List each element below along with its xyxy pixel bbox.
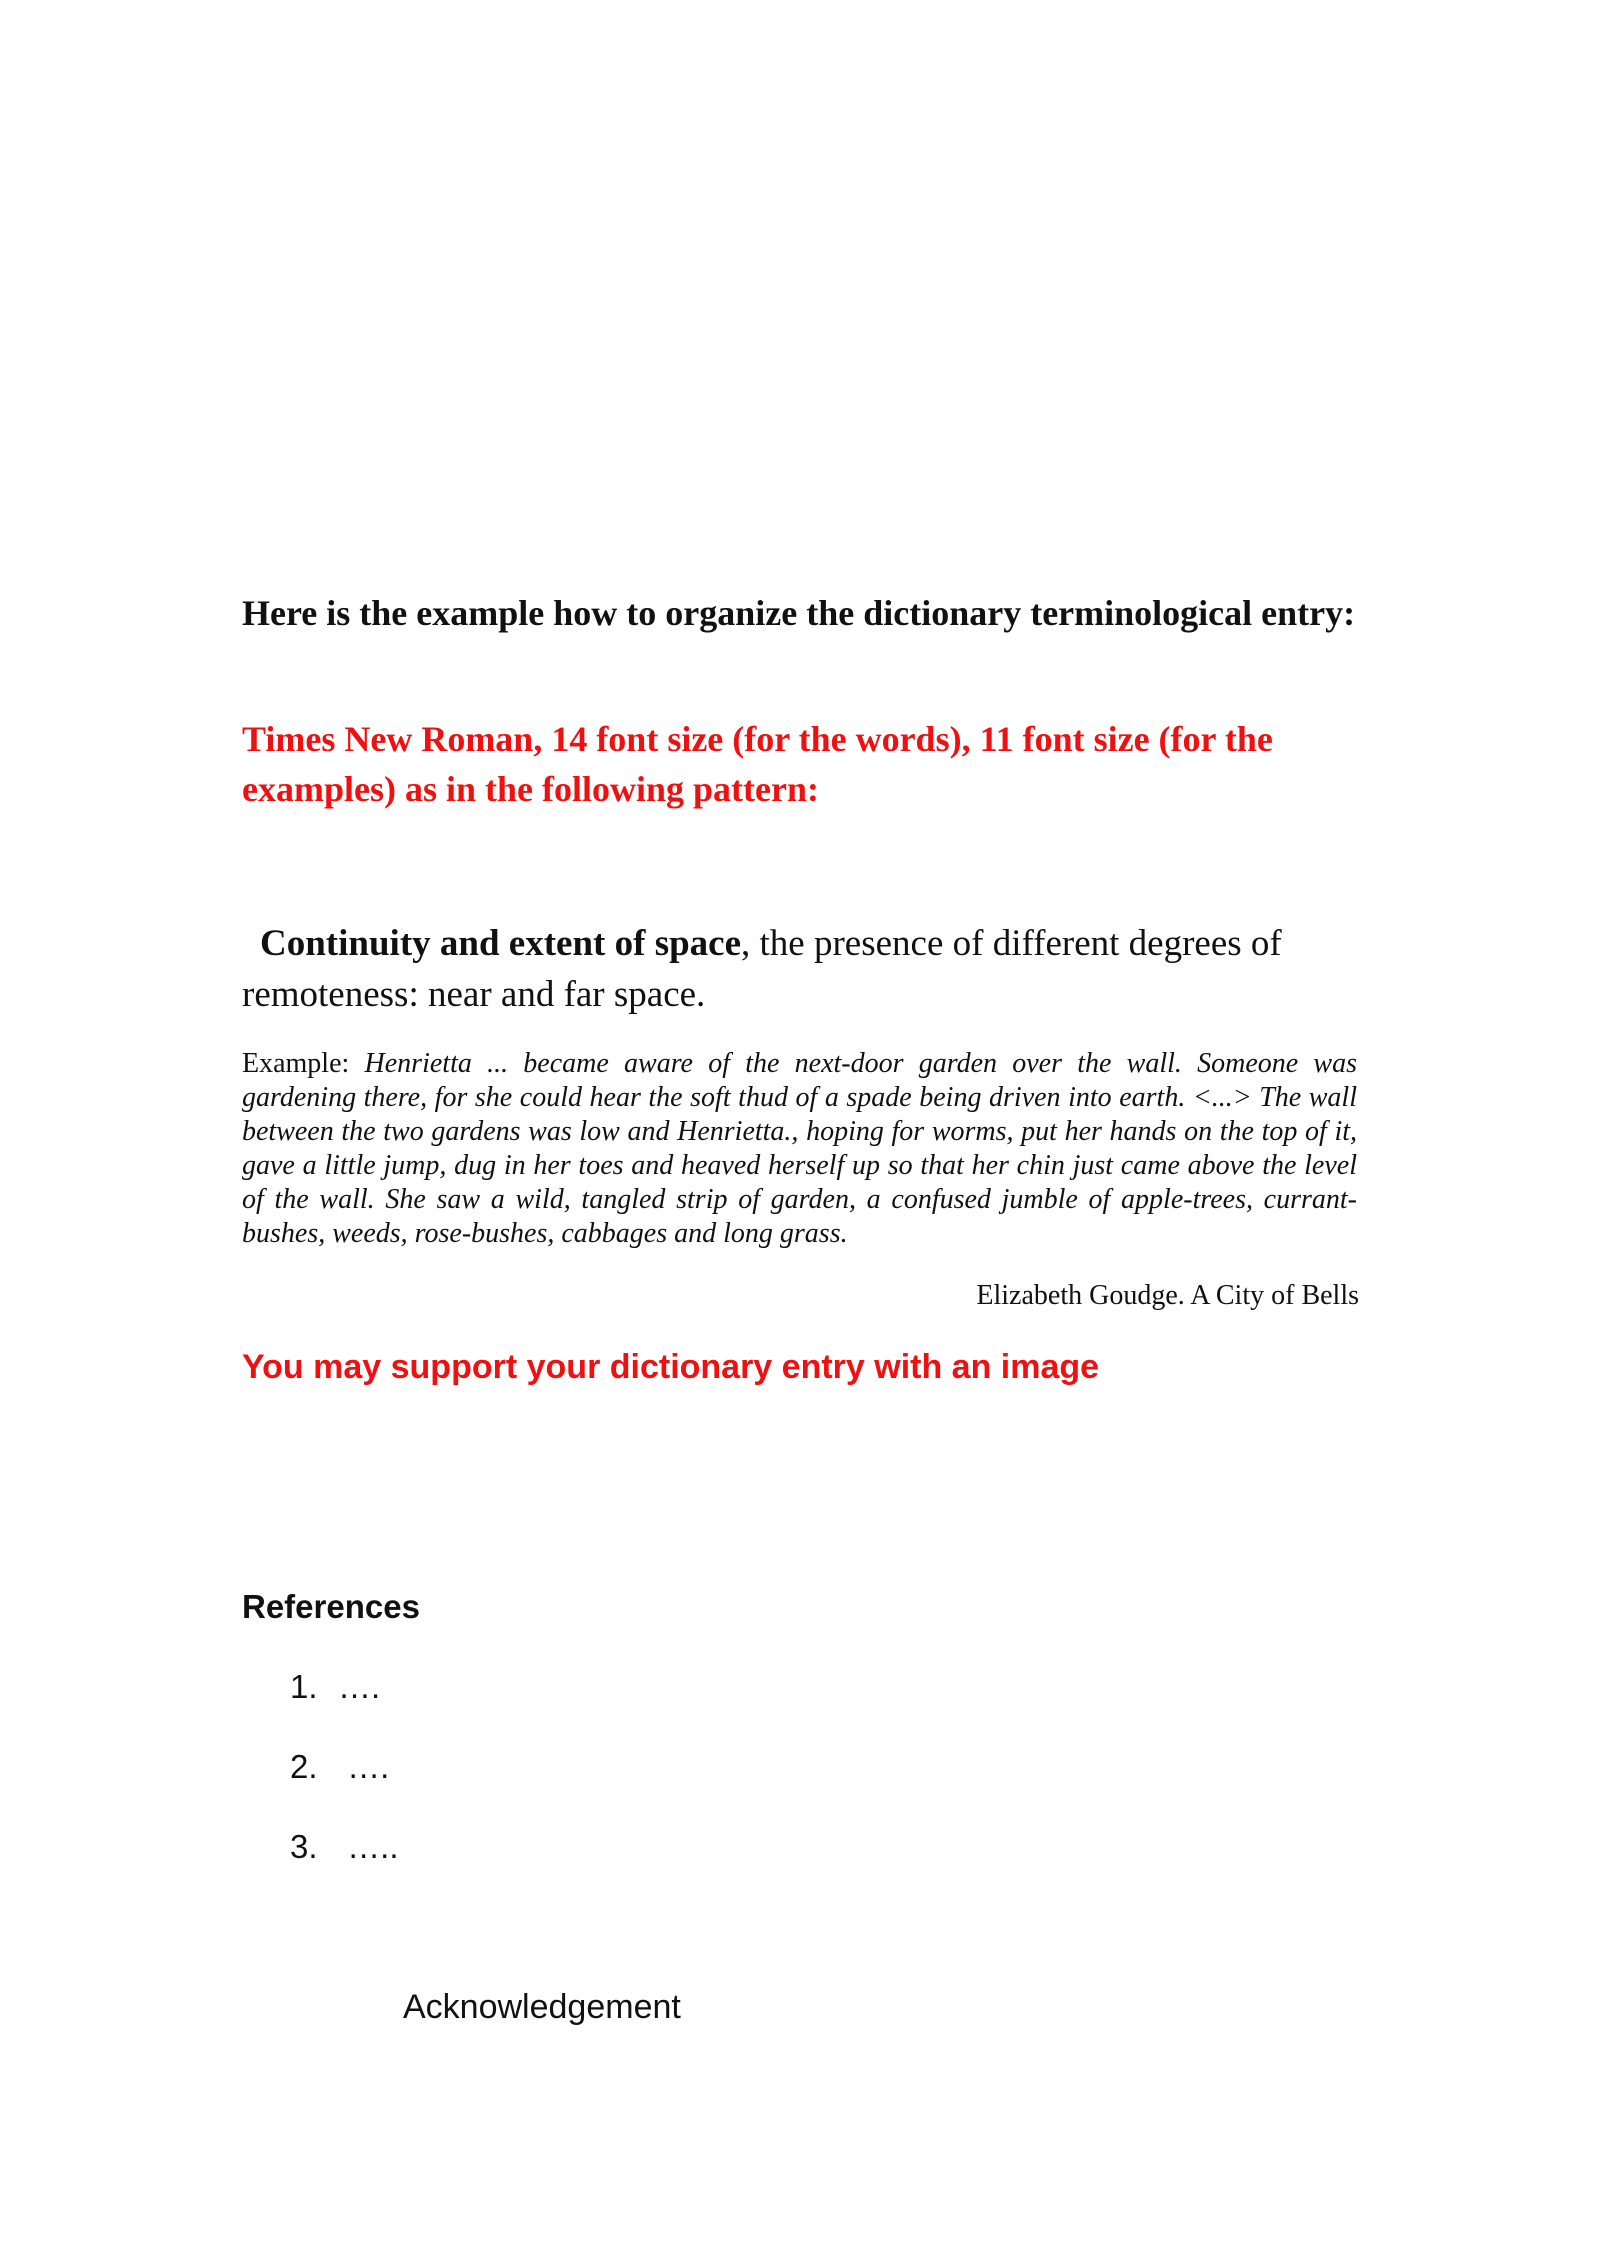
entry-example bbox=[242, 1047, 1357, 1251]
reference-item-1 bbox=[290, 1665, 380, 1709]
format-note: Times New Roman, 14 font size (for the words), 11 font size (for the examples) as in the following pattern: bbox=[242, 719, 1273, 809]
entry-term: Continuity and extent of space bbox=[260, 923, 742, 964]
reference-text: …. bbox=[338, 1668, 381, 1705]
reference-item-2 bbox=[290, 1745, 389, 1789]
reference-number: 3. bbox=[290, 1828, 318, 1865]
entry-definition-text: , the presence of different degrees of remoteness: near and far space. bbox=[242, 923, 1282, 1015]
references-heading: References bbox=[242, 1588, 420, 1625]
image-note: You may support your dictionary entry with an image bbox=[242, 1348, 1100, 1386]
example-source: Elizabeth Goudge. A City of Bells bbox=[976, 1280, 1359, 1311]
reference-item-3 bbox=[290, 1825, 399, 1869]
reference-number: 1. bbox=[290, 1668, 318, 1705]
reference-number: 2. bbox=[290, 1748, 318, 1785]
dictionary-entry-definition bbox=[242, 918, 1357, 1020]
reference-text: …. bbox=[338, 1748, 390, 1785]
intro-heading: Here is the example how to organize the dictionary terminological entry: bbox=[242, 593, 1356, 633]
example-label: Example: bbox=[242, 1048, 365, 1079]
reference-text: ….. bbox=[338, 1828, 399, 1865]
example-text: Henrietta ... became aware of the next-door garden over the wall. Someone was gardening there, for she could hear the soft thud of a spade being driven into earth. <...> The wall between the two gardens was low and Henrietta., hoping for worms, put her hands on the top of it, gave a little jump, dug in her toes and heaved herself up so that her chin just came above the level of the wall. She saw a wild, tangled strip of garden, a confused jumble of apple-trees, currant-bushes, weeds, rose-bushes, cabbages and long grass. bbox=[242, 1048, 1358, 1249]
acknowledgement-heading: Acknowledgement bbox=[403, 1988, 681, 2026]
